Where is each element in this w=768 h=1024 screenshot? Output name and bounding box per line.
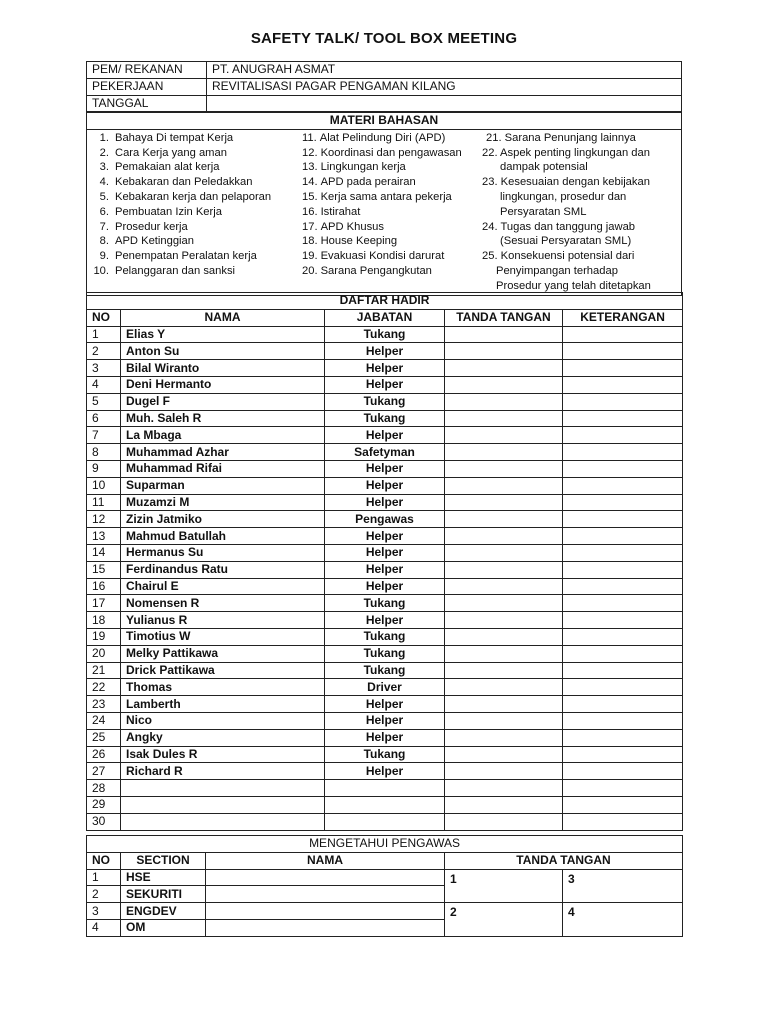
attendance-no: 23 [87, 696, 121, 713]
attendance-row [87, 410, 683, 427]
attendance-jabatan: Helper [325, 528, 445, 545]
attendance-keterangan[interactable] [563, 393, 683, 410]
materi-item [302, 264, 462, 279]
sup-row-no: 2 [87, 886, 121, 903]
attendance-no: 20 [87, 645, 121, 662]
attendance-no: 18 [87, 612, 121, 629]
attendance-row [87, 427, 683, 444]
attendance-row [87, 444, 683, 461]
materi-item-text: APD pada perairan [320, 176, 416, 189]
attendance-no: 15 [87, 561, 121, 578]
header-info-label: TANGGAL [87, 95, 207, 112]
document-title: SAFETY TALK/ TOOL BOX MEETING [250, 30, 518, 47]
attendance-nama: Drick Pattikawa [121, 662, 325, 679]
attendance-signature[interactable] [445, 729, 563, 746]
attendance-jabatan: Tukang [325, 410, 445, 427]
attendance-row [87, 729, 683, 746]
col-jabatan-header: JABATAN [325, 309, 445, 326]
col-tanda-tangan-header: TANDA TANGAN [445, 309, 563, 326]
attendance-keterangan[interactable] [563, 326, 683, 343]
attendance-nama: Lamberth [121, 696, 325, 713]
attendance-no: 12 [87, 511, 121, 528]
attendance-keterangan[interactable] [563, 813, 683, 830]
attendance-keterangan[interactable] [563, 780, 683, 797]
materi-item [87, 160, 271, 175]
attendance-row [87, 376, 683, 393]
materi-item-line: 24. Tugas dan tanggung jawab [482, 220, 636, 233]
sup-col-section-header: SECTION [121, 852, 206, 869]
header-info-label: PEM/ REKANAN [87, 62, 207, 79]
attendance-nama: Zizin Jatmiko [121, 511, 325, 528]
attendance-keterangan[interactable] [563, 511, 683, 528]
materi-item-number: 3. [99, 161, 109, 174]
attendance-jabatan: Tukang [325, 645, 445, 662]
attendance-row [87, 343, 683, 360]
materi-col-3 [482, 131, 651, 294]
attendance-signature[interactable] [445, 326, 563, 343]
materi-item-line: Persyaratan SML [500, 205, 587, 218]
materi-item-number: 20. [302, 264, 318, 277]
attendance-nama: Suparman [121, 477, 325, 494]
attendance-row [87, 460, 683, 477]
materi-item-number: 12. [302, 146, 318, 159]
attendance-jabatan: Tukang [325, 662, 445, 679]
attendance-jabatan: Helper [325, 696, 445, 713]
attendance-jabatan: Helper [325, 460, 445, 477]
attendance-keterangan[interactable] [563, 410, 683, 427]
materi-item-number: 9. [99, 250, 109, 263]
attendance-row [87, 763, 683, 780]
attendance-nama: Thomas [121, 679, 325, 696]
materi-item [87, 175, 271, 190]
attendance-signature[interactable] [445, 696, 563, 713]
materi-item [302, 146, 462, 161]
attendance-no: 13 [87, 528, 121, 545]
materi-item-number: 8. [99, 235, 109, 248]
attendance-row [87, 326, 683, 343]
materi-item-text: Cara Kerja yang aman [115, 146, 227, 159]
materi-item-number: 16. [302, 205, 318, 218]
attendance-signature[interactable] [445, 444, 563, 461]
materi-item-text: Kerja sama antara pekerja [320, 190, 452, 203]
attendance-jabatan: Helper [325, 427, 445, 444]
attendance-signature[interactable] [445, 813, 563, 830]
attendance-keterangan[interactable] [563, 561, 683, 578]
attendance-nama: Elias Y [121, 326, 325, 343]
materi-item-text: Prosedur kerja [115, 220, 188, 233]
attendance-keterangan[interactable] [563, 360, 683, 377]
materi-item [302, 175, 462, 190]
attendance-no: 25 [87, 729, 121, 746]
materi-item-line: 23. Kesesuaian dengan kebijakan [482, 176, 650, 189]
attendance-nama: Muhammad Azhar [121, 444, 325, 461]
materi-item-number: 10. [93, 264, 109, 277]
attendance-keterangan[interactable] [563, 729, 683, 746]
materi-item-text: Kebakaran dan Peledakkan [115, 176, 253, 189]
attendance-heading: DAFTAR HADIR [87, 293, 683, 310]
attendance-jabatan: Tukang [325, 326, 445, 343]
attendance-no: 16 [87, 578, 121, 595]
attendance-nama: Hermanus Su [121, 544, 325, 561]
attendance-no: 19 [87, 628, 121, 645]
header-info-table [86, 61, 682, 112]
materi-item-number: 18. [302, 235, 318, 248]
attendance-no: 17 [87, 595, 121, 612]
attendance-jabatan: Helper [325, 494, 445, 511]
materi-item [302, 220, 462, 235]
attendance-signature[interactable] [445, 628, 563, 645]
attendance-keterangan[interactable] [563, 376, 683, 393]
attendance-no: 3 [87, 360, 121, 377]
materi-item-text: Bahaya Di tempat Kerja [115, 131, 234, 144]
attendance-jabatan [325, 796, 445, 813]
materi-item-number: 2. [99, 146, 109, 159]
materi-item-number: 11. [302, 131, 317, 144]
attendance-jabatan: Helper [325, 376, 445, 393]
attendance-row [87, 561, 683, 578]
attendance-nama: Dugel F [121, 393, 325, 410]
attendance-signature[interactable] [445, 763, 563, 780]
attendance-no: 21 [87, 662, 121, 679]
attendance-jabatan: Tukang [325, 628, 445, 645]
attendance-keterangan[interactable] [563, 645, 683, 662]
header-info-label: PEKERJAAN [87, 78, 207, 95]
attendance-row [87, 712, 683, 729]
attendance-signature[interactable] [445, 494, 563, 511]
attendance-no: 8 [87, 444, 121, 461]
attendance-nama: Timotius W [121, 628, 325, 645]
attendance-keterangan[interactable] [563, 796, 683, 813]
attendance-signature[interactable] [445, 511, 563, 528]
materi-item-text: Pelanggaran dan sanksi [115, 264, 236, 277]
sup-row-section: ENGDEV [121, 903, 206, 920]
attendance-no: 7 [87, 427, 121, 444]
materi-item-line: Penyimpangan terhadap [496, 264, 618, 277]
header-info-value[interactable]: PT. ANUGRAH ASMAT [207, 62, 682, 79]
attendance-keterangan[interactable] [563, 460, 683, 477]
attendance-no: 11 [87, 494, 121, 511]
col-no-header: NO [87, 309, 121, 326]
attendance-row [87, 511, 683, 528]
attendance-no: 5 [87, 393, 121, 410]
materi-item-text: Koordinasi dan pengawasan [320, 146, 462, 159]
materi-item [87, 146, 271, 161]
attendance-signature[interactable] [445, 427, 563, 444]
attendance-keterangan[interactable] [563, 544, 683, 561]
attendance-signature[interactable] [445, 528, 563, 545]
attendance-nama [121, 796, 325, 813]
sup-signature-2[interactable]: 2 [445, 903, 563, 937]
attendance-row [87, 780, 683, 797]
materi-item-number: 13. [302, 161, 318, 174]
header-info-row [87, 78, 682, 95]
attendance-no: 2 [87, 343, 121, 360]
attendance-row [87, 494, 683, 511]
attendance-keterangan[interactable] [563, 662, 683, 679]
attendance-nama: Muhammad Rifai [121, 460, 325, 477]
materi-item-line: 22. Aspek penting lingkungan dan [482, 146, 650, 159]
materi-item [302, 190, 462, 205]
materi-item-line: Prosedur yang telah ditetapkan [496, 279, 651, 292]
materi-item-number: 17. [302, 220, 318, 233]
attendance-row [87, 645, 683, 662]
materi-item-number: 15. [302, 190, 318, 203]
attendance-row [87, 628, 683, 645]
materi-item [87, 131, 271, 146]
attendance-signature[interactable] [445, 612, 563, 629]
attendance-no: 24 [87, 712, 121, 729]
attendance-no: 14 [87, 544, 121, 561]
sup-col-no-header: NO [87, 852, 121, 869]
sup-row-no: 1 [87, 869, 121, 886]
materi-item [302, 131, 462, 146]
attendance-nama: Bilal Wiranto [121, 360, 325, 377]
attendance-nama [121, 780, 325, 797]
materi-item [87, 264, 271, 279]
materi-item-number: 5. [99, 190, 109, 203]
attendance-jabatan: Helper [325, 578, 445, 595]
col-nama-header: NAMA [121, 309, 325, 326]
attendance-nama: Melky Pattikawa [121, 645, 325, 662]
attendance-signature[interactable] [445, 477, 563, 494]
attendance-signature[interactable] [445, 544, 563, 561]
attendance-no: 6 [87, 410, 121, 427]
materi-item-number: 7. [99, 220, 109, 233]
attendance-nama: Ferdinandus Ratu [121, 561, 325, 578]
header-info-value[interactable]: REVITALISASI PAGAR PENGAMAN KILANG [207, 78, 682, 95]
attendance-nama: Yulianus R [121, 612, 325, 629]
sup-row-no: 4 [87, 919, 121, 936]
attendance-keterangan[interactable] [563, 343, 683, 360]
materi-list [87, 129, 682, 295]
attendance-no: 29 [87, 796, 121, 813]
attendance-jabatan: Driver [325, 679, 445, 696]
attendance-nama: Angky [121, 729, 325, 746]
attendance-signature[interactable] [445, 360, 563, 377]
attendance-jabatan: Tukang [325, 393, 445, 410]
attendance-row [87, 796, 683, 813]
attendance-jabatan: Tukang [325, 746, 445, 763]
attendance-row [87, 813, 683, 830]
materi-item [302, 234, 462, 249]
attendance-no: 26 [87, 746, 121, 763]
attendance-signature[interactable] [445, 780, 563, 797]
materi-item-line: dampak potensial [500, 161, 588, 174]
sup-row-section: SEKURITI [121, 886, 206, 903]
materi-col-1 [87, 131, 271, 279]
attendance-no: 1 [87, 326, 121, 343]
attendance-keterangan[interactable] [563, 696, 683, 713]
attendance-nama [121, 813, 325, 830]
sup-col-tanda-tangan-header: TANDA TANGAN [445, 852, 683, 869]
attendance-no: 22 [87, 679, 121, 696]
attendance-jabatan: Helper [325, 729, 445, 746]
attendance-keterangan[interactable] [563, 712, 683, 729]
attendance-signature[interactable] [445, 410, 563, 427]
attendance-row [87, 360, 683, 377]
materi-item [87, 249, 271, 264]
materi-item-text: House Keeping [320, 235, 398, 248]
attendance-jabatan: Helper [325, 612, 445, 629]
materi-item-text: Kebakaran kerja dan pelaporan [115, 190, 272, 203]
attendance-signature[interactable] [445, 712, 563, 729]
materi-item-text: APD Ketinggian [115, 235, 194, 248]
attendance-row [87, 528, 683, 545]
header-info-row [87, 95, 682, 112]
materi-item-text: Penempatan Peralatan kerja [115, 250, 257, 263]
materi-item-text: Evakuasi Kondisi darurat [320, 250, 445, 263]
col-keterangan-header: KETERANGAN [563, 309, 683, 326]
attendance-signature[interactable] [445, 796, 563, 813]
attendance-keterangan[interactable] [563, 628, 683, 645]
sup-signature-1[interactable]: 1 [445, 869, 563, 903]
attendance-nama: Nico [121, 712, 325, 729]
supervisor-heading: MENGETAHUI PENGAWAS [87, 836, 683, 853]
attendance-row [87, 612, 683, 629]
attendance-signature[interactable] [445, 595, 563, 612]
sup-row-section: HSE [121, 869, 206, 886]
materi-item-line: (Sesuai Persyaratan SML) [500, 235, 632, 248]
attendance-no: 4 [87, 376, 121, 393]
attendance-keterangan[interactable] [563, 444, 683, 461]
attendance-keterangan[interactable] [563, 427, 683, 444]
materi-item-line: 21. Sarana Penunjang lainnya [486, 131, 636, 144]
attendance-keterangan[interactable] [563, 763, 683, 780]
attendance-signature[interactable] [445, 376, 563, 393]
materi-item-number: 19. [302, 250, 318, 263]
attendance-signature[interactable] [445, 393, 563, 410]
attendance-nama: La Mbaga [121, 427, 325, 444]
attendance-signature[interactable] [445, 645, 563, 662]
attendance-row [87, 746, 683, 763]
attendance-jabatan: Helper [325, 712, 445, 729]
attendance-nama: Mahmud Batullah [121, 528, 325, 545]
sup-row-nama[interactable] [206, 903, 445, 920]
attendance-table [86, 292, 683, 831]
materi-item-number: 6. [99, 205, 109, 218]
attendance-signature[interactable] [445, 662, 563, 679]
attendance-no: 27 [87, 763, 121, 780]
attendance-signature[interactable] [445, 460, 563, 477]
materi-item-number: 14. [302, 176, 318, 189]
materi-item [302, 205, 462, 220]
attendance-jabatan [325, 813, 445, 830]
materi-item-number: 1. [99, 131, 109, 144]
attendance-no: 9 [87, 460, 121, 477]
attendance-row [87, 477, 683, 494]
sup-col-nama-header: NAMA [206, 852, 445, 869]
attendance-nama: Nomensen R [121, 595, 325, 612]
attendance-row [87, 393, 683, 410]
attendance-no: 30 [87, 813, 121, 830]
attendance-row [87, 696, 683, 713]
materi-item [302, 249, 462, 264]
attendance-nama: Richard R [121, 763, 325, 780]
materi-item-text: Pemakaian alat kerja [115, 161, 220, 174]
materi-table [86, 112, 682, 296]
sup-row-nama[interactable] [206, 919, 445, 936]
attendance-keterangan[interactable] [563, 746, 683, 763]
attendance-row [87, 662, 683, 679]
attendance-jabatan: Helper [325, 561, 445, 578]
sup-signature-4[interactable]: 4 [563, 903, 683, 937]
sup-row-section: OM [121, 919, 206, 936]
materi-item [87, 190, 271, 205]
attendance-keterangan[interactable] [563, 612, 683, 629]
attendance-nama: Anton Su [121, 343, 325, 360]
attendance-jabatan: Helper [325, 544, 445, 561]
materi-item-text: Pembuatan Izin Kerja [115, 205, 222, 218]
materi-item-text: Istirahat [320, 205, 361, 218]
attendance-jabatan [325, 780, 445, 797]
materi-item-line: 25. Konsekuensi potensial dari [482, 250, 635, 263]
sup-row-no: 3 [87, 903, 121, 920]
attendance-signature[interactable] [445, 561, 563, 578]
attendance-jabatan: Tukang [325, 595, 445, 612]
materi-item-text: Alat Pelindung Diri (APD) [319, 131, 446, 144]
attendance-keterangan[interactable] [563, 494, 683, 511]
attendance-row [87, 578, 683, 595]
materi-col-2 [302, 131, 462, 279]
attendance-jabatan: Safetyman [325, 444, 445, 461]
attendance-jabatan: Pengawas [325, 511, 445, 528]
sup-row-nama[interactable] [206, 869, 445, 886]
attendance-signature[interactable] [445, 746, 563, 763]
materi-item [87, 234, 271, 249]
materi-item-number: 4. [99, 176, 109, 189]
attendance-signature[interactable] [445, 343, 563, 360]
attendance-row [87, 595, 683, 612]
supervisor-table [86, 835, 683, 937]
attendance-keterangan[interactable] [563, 578, 683, 595]
attendance-jabatan: Helper [325, 477, 445, 494]
attendance-row [87, 544, 683, 561]
attendance-no: 10 [87, 477, 121, 494]
materi-item-line: lingkungan, prosedur dan [500, 190, 627, 203]
materi-item [87, 205, 271, 220]
materi-item-text: Sarana Pengangkutan [320, 264, 432, 277]
attendance-no: 28 [87, 780, 121, 797]
attendance-signature[interactable] [445, 578, 563, 595]
materi-item [302, 160, 462, 175]
sup-signature-3[interactable]: 3 [563, 869, 683, 903]
sup-row-nama[interactable] [206, 886, 445, 903]
attendance-nama: Muh. Saleh R [121, 410, 325, 427]
attendance-nama: Deni Hermanto [121, 376, 325, 393]
materi-item-text: APD Khusus [320, 220, 384, 233]
attendance-jabatan: Helper [325, 763, 445, 780]
header-info-row [87, 62, 682, 79]
attendance-jabatan: Helper [325, 360, 445, 377]
attendance-keterangan[interactable] [563, 477, 683, 494]
attendance-keterangan[interactable] [563, 595, 683, 612]
attendance-nama: Isak Dules R [121, 746, 325, 763]
materi-item-text: Lingkungan kerja [320, 161, 406, 174]
attendance-signature[interactable] [445, 679, 563, 696]
attendance-nama: Muzamzi M [121, 494, 325, 511]
attendance-keterangan[interactable] [563, 528, 683, 545]
header-info-value[interactable] [207, 95, 682, 112]
attendance-nama: Chairul E [121, 578, 325, 595]
attendance-jabatan: Helper [325, 343, 445, 360]
attendance-row [87, 679, 683, 696]
materi-item [87, 220, 271, 235]
materi-heading: MATERI BAHASAN [87, 113, 682, 130]
attendance-keterangan[interactable] [563, 679, 683, 696]
